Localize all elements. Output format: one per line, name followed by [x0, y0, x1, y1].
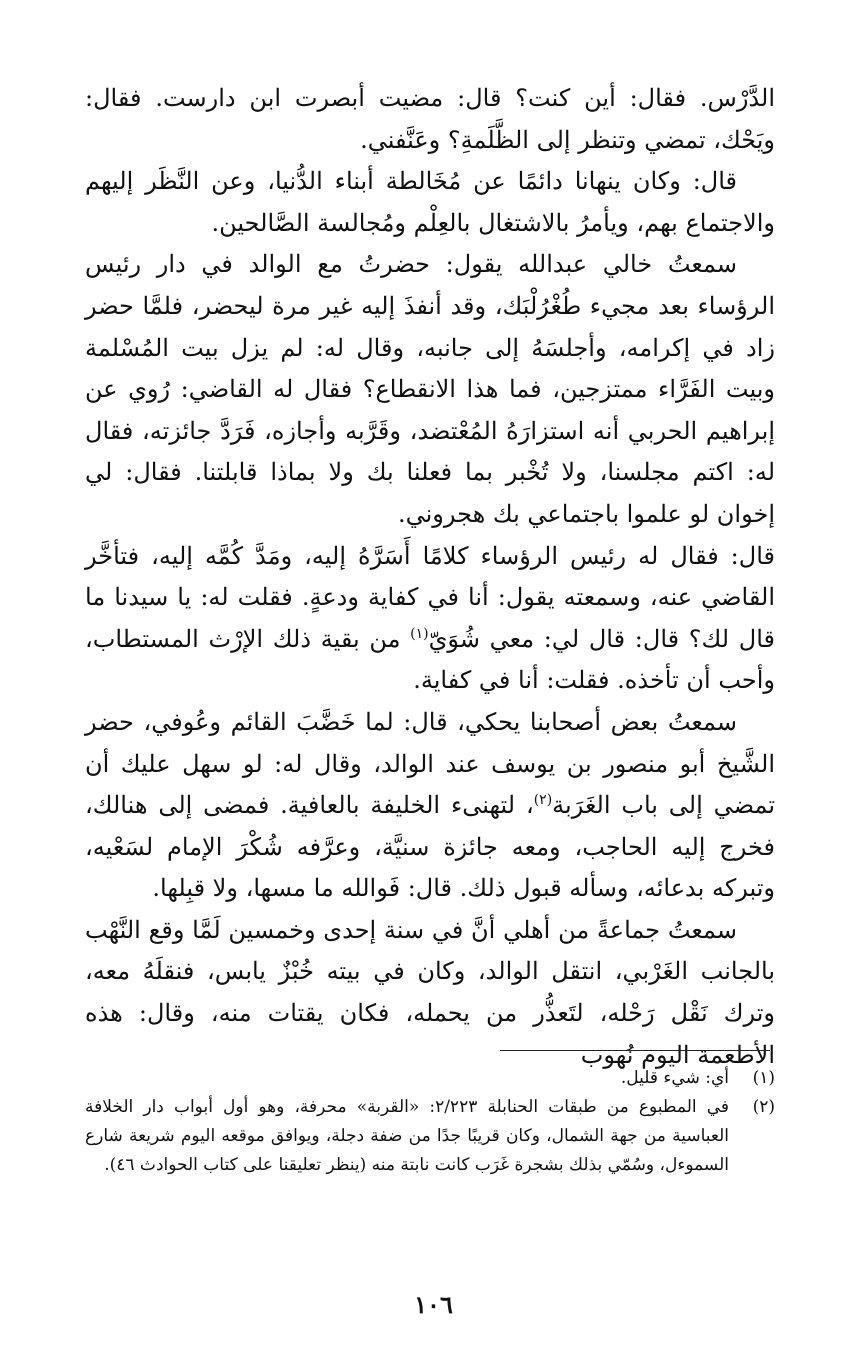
footnote-separator	[500, 1050, 770, 1051]
footnote-number: (٢)	[752, 1097, 775, 1117]
footnote-text: في المطبوع من طبقات الحنابلة ٢/٢٢٣: «القربة» محرفة، وهو أول أبواب دار الخلافة العباسية من جهة الشمال، وكان قريبًا جدًا من ضفة دجلة، ويوافق موقعه اليوم شريعة شارع السموءل، وسُمّي بذلك بشجرة غَرَب كانت نابتة منه (ينظر تعليقنا على كتاب الحوادث ٤٦).	[85, 1097, 729, 1175]
footnote-number: (١)	[752, 1068, 775, 1088]
footnote	[85, 1093, 775, 1180]
paragraph: الدَّرْس. فقال: أين كنت؟ قال: مضيت أبصرت ابن دارست. فقال: ويَحْك، تمضي وتنظر إلى الظَّلَمةِ؟ وعَنَّفني.	[85, 84, 775, 154]
footnote-marker: (١)	[410, 625, 429, 642]
paragraph-text: من بقية ذلك الإرْث المستطاب، وأحب أن تأخذه. فقلت: أنا في كفاية.	[85, 624, 775, 695]
footnotes	[85, 1064, 775, 1180]
paragraph	[85, 702, 775, 910]
paragraph-text: قال: فقال له رئيس الرؤساء كلامًا أَسَرَّهُ إليه، ومَدَّ كُمَّه إليه، فتأخَّر القاضي عنه، وسمعته يقول: أنا في كفاية ودعةٍ. فقلت له: يا سيدنا ما قال لك؟ قال: قال لي: معي شُوَيّ	[85, 541, 775, 653]
paragraph: سمعتُ جماعةً من أهلي أنَّ في سنة إحدى وخمسين لَمَّا وقع النَّهْب بالجانب الغَرْبي، انتقل الوالد، وكان في بيته خُبْزٌ يابس، فنقلَهُ معه، وترك نَقْل رَحْله، لتَعذُّر من يحمله، فكان يقتات منه، وقال: هذه الأطعمة اليوم نُهوب	[85, 915, 775, 1069]
paragraph-text: سمعتُ بعض أصحابنا يحكي، قال: لما خَضَّبَ القائم وعُوفي، حضر الشَّيخ أبو منصور بن يوسف عند الوالد، وقال له: لو سهل عليك أن تمضي إلى باب الغَرَبة	[85, 707, 775, 820]
paragraph: قال: وكان ينهانا دائمًا عن مُخَالطة أبناء الدُّنيا، وعن النَّظَر إليهم والاجتماع بهم، ويأمرُ بالاشتغال بالعِلْم ومُجالسة الصَّالحين.	[85, 167, 775, 237]
page-number: ١٠٦	[414, 1290, 453, 1319]
paragraph: سمعتُ خالي عبدالله يقول: حضرتُ مع الوالد في دار رئيس الرؤساء بعد مجيء طُغْرُلْبَك، وقد أنفذَ إليه غير مرة ليحضر، فلمَّا حضر زاد في إكرامه، وأجلسَهُ إلى جانبه، وقال له: لم يزل بيت المُسْلمة وبيت الفَرَّاء ممتزجين، فما هذا الانقطاع؟ فقال له القاضي: رُوي عن إبراهيم الحربي أنه استزارَهُ المُعْتضد، وقَرَّبه وأجازه، فَرَدَّ جائزته، فقال له: اكتم مجلسنا، ولا تُخْبر بما فعلنا بك ولا بماذا قابلتنا. فقال: لي إخوان لو علموا باجتماعي بك هجروني.	[85, 250, 775, 528]
footnote	[85, 1064, 775, 1093]
footnote-marker: (٢)	[533, 792, 553, 809]
paragraph-text: ، لتهنىء الخليفة بالعافية. فمضى إلى هنالك، فخرج إليه الحاجب، ومعه جائزة سنيَّة، وعرَّفه شُكْرَ الإمام لسَعْيه، وتبركه بدعائه، وسأله قبول ذلك. قال: فَوالله ما مسها، ولا قبِلها.	[85, 791, 775, 903]
paragraph	[85, 536, 775, 702]
main-text	[85, 78, 775, 1076]
footnote-text: أي: شيء قليل.	[620, 1068, 729, 1088]
